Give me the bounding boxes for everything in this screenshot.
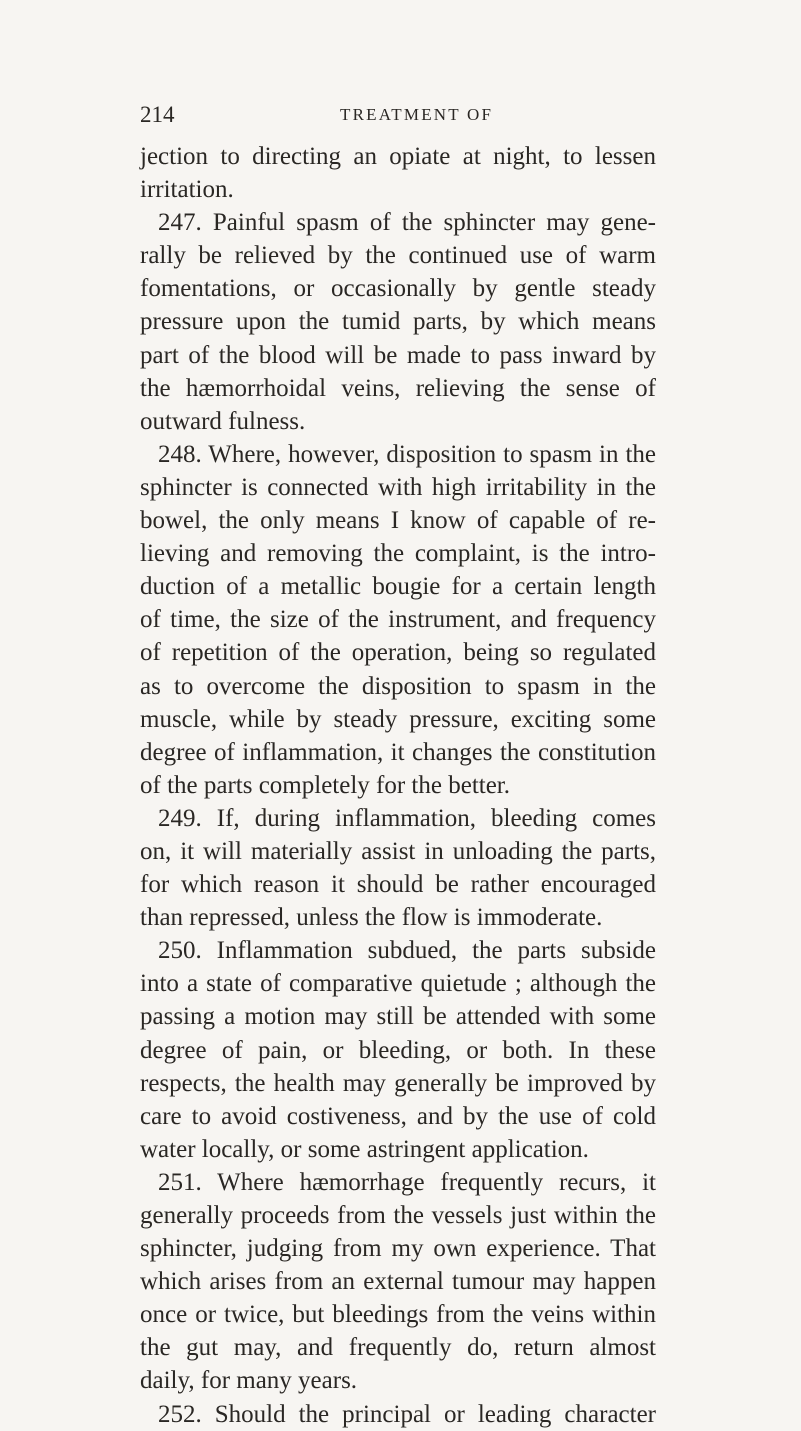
text-line: generally proceeds from the vessels just within the [140, 1202, 656, 1229]
text-line: duction of a metallic bougie for a certain length [140, 573, 656, 601]
text-line: care to avoid costiveness, and by the use of cold [140, 1102, 656, 1130]
text-line: degree of inflammation, it changes the constitution [140, 738, 656, 766]
text-line: passing a motion may still be attended with some [140, 1003, 656, 1031]
text-line: of repetition of the operation, being so regulated [140, 639, 656, 667]
text-line: pressure upon the tumid parts, by which means [140, 308, 656, 336]
text-line: once or twice, but bleedings from the veins within [140, 1301, 656, 1329]
text-line: irritation. [140, 176, 234, 204]
page-number: 214 [140, 102, 175, 127]
text-line: of time, the size of the instrument, and frequency [140, 606, 656, 634]
text-line: than repressed, unless the flow is immoderate. [140, 904, 603, 932]
text-line: jection to directing an opiate at night, to lessen [140, 143, 656, 170]
paragraph-248-start: 248. Where, however, disposition to spasm in the [158, 440, 656, 468]
text-line: fomentations, or occasionally by gentle steady [140, 275, 656, 303]
text-line: which arises from an external tumour may happen [140, 1268, 656, 1296]
text-line: water locally, or some astringent application. [140, 1135, 589, 1163]
text-line: of the parts completely for the better. [140, 771, 511, 799]
text-line: respects, the health may generally be improved by [140, 1069, 656, 1097]
text-line: on, it will materially assist in unloading the parts, [140, 837, 656, 865]
paragraph-250-start: 250. Inflammation subdued, the parts subside [158, 937, 656, 965]
text-line: lieving and removing the complaint, is the intro- [140, 540, 656, 568]
text-line: muscle, while by steady pressure, exciting some [140, 705, 656, 733]
text-line: the hæmorrhoidal veins, relieving the sense of [140, 374, 656, 402]
text-line: bowel, the only means I know of capable of re- [140, 507, 656, 535]
paragraph-252-start: 252. Should the principal or leading character [158, 1400, 656, 1428]
text-line: rally be relieved by the continued use of warm [140, 242, 656, 270]
text-line: as to overcome the disposition to spasm in the [140, 672, 656, 700]
text-line: outward fulness. [140, 407, 306, 435]
text-line: sphincter, judging from my own experience. That [140, 1235, 656, 1263]
text-line: part of the blood will be made to pass inward by [140, 341, 656, 369]
body-text [140, 140, 656, 1431]
paragraph-249-start: 249. If, during inflammation, bleeding comes [158, 804, 656, 832]
running-title: TREATMENT OF [340, 105, 494, 124]
text-line: into a state of comparative quietude ; although the [140, 970, 656, 998]
text-line: degree of pain, or bleeding, or both. In these [140, 1036, 656, 1064]
running-head [140, 102, 650, 132]
text-line: for which reason it should be rather encouraged [140, 871, 656, 899]
paragraph-247-start: 247. Painful spasm of the sphincter may gene- [158, 209, 656, 237]
paragraph-251-start: 251. Where hæmorrhage frequently recurs, it [158, 1168, 656, 1196]
text-line: sphincter is connected with high irritability in the [140, 473, 656, 501]
text-line: the gut may, and frequently do, return almost [140, 1334, 656, 1362]
text-line: daily, for many years. [140, 1367, 358, 1395]
